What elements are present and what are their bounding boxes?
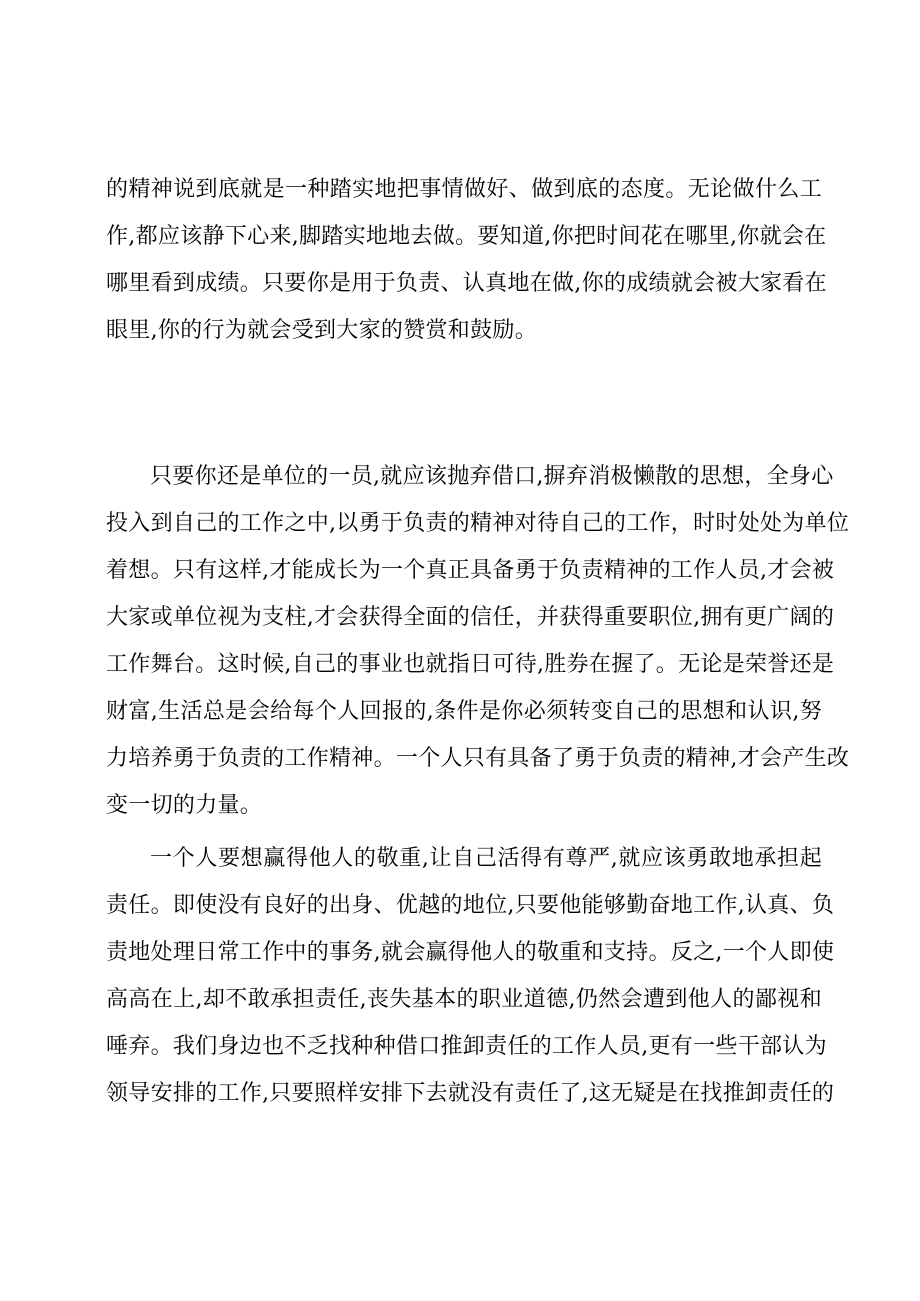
- text-line: 责地处理日常工作中的事务,就会赢得他人的敬重和支持。反之,一个人即使: [106, 940, 835, 965]
- text-line: 一个人要想赢得他人的敬重,让自己活得有尊严,就应该勇敢地承担起: [150, 846, 822, 871]
- text-line: 着想。只有这样,才能成长为一个真正具备勇于负责精神的工作人员,才会被: [106, 558, 835, 583]
- text-line: 眼里,你的行为就会受到大家的赞赏和鼓励。: [106, 318, 537, 343]
- text-line: 力培养勇于负责的工作精神。一个人只有具备了勇于负责的精神,才会产生改: [106, 746, 850, 771]
- text-line: 只要你还是单位的一员,就应该抛弃借口,摒弃消极懒散的思想，全身心: [150, 464, 834, 489]
- text-line: 责任。即使没有良好的出身、优越的地位,只要他能够勤奋地工作,认真、负: [106, 893, 835, 918]
- text-line: 唾弃。我们身边也不乏找种种借口推卸责任的工作人员,更有一些干部认为: [106, 1034, 827, 1059]
- paragraph-1: [106, 166, 827, 354]
- text-line: 作,都应该静下心来,脚踏实地地去做。要知道,你把时间花在哪里,你就会在: [106, 224, 827, 249]
- text-line: 大家或单位视为支柱,才会获得全面的信任，并获得重要职位,拥有更广阔的: [106, 605, 835, 630]
- text-line: 工作舞台。这时候,自己的事业也就指日可待,胜券在握了。无论是荣誉还是: [106, 652, 835, 677]
- text-line: 变一切的力量。: [106, 793, 263, 818]
- paragraph-2: [106, 453, 850, 829]
- paragraph-3: [106, 835, 835, 1117]
- text-line: 财富,生活总是会给每个人回报的,条件是你必须转变自己的思想和认识,努: [106, 699, 822, 724]
- text-line: 高高在上,却不敢承担责任,丧失基本的职业道德,仍然会遭到他人的鄙视和: [106, 987, 822, 1012]
- text-line: 领导安排的工作,只要照样安排下去就没有责任了,这无疑是在找推卸责任的: [106, 1081, 835, 1106]
- text-line: 哪里看到成绩。只要你是用于负责、认真地在做,你的成绩就会被大家看在: [106, 271, 827, 296]
- text-line: 的精神说到底就是一种踏实地把事情做好、做到底的态度。无论做什么工: [106, 177, 822, 202]
- text-line: 投入到自己的工作之中,以勇于负责的精神对待自己的工作，时时处处为单位: [106, 511, 850, 536]
